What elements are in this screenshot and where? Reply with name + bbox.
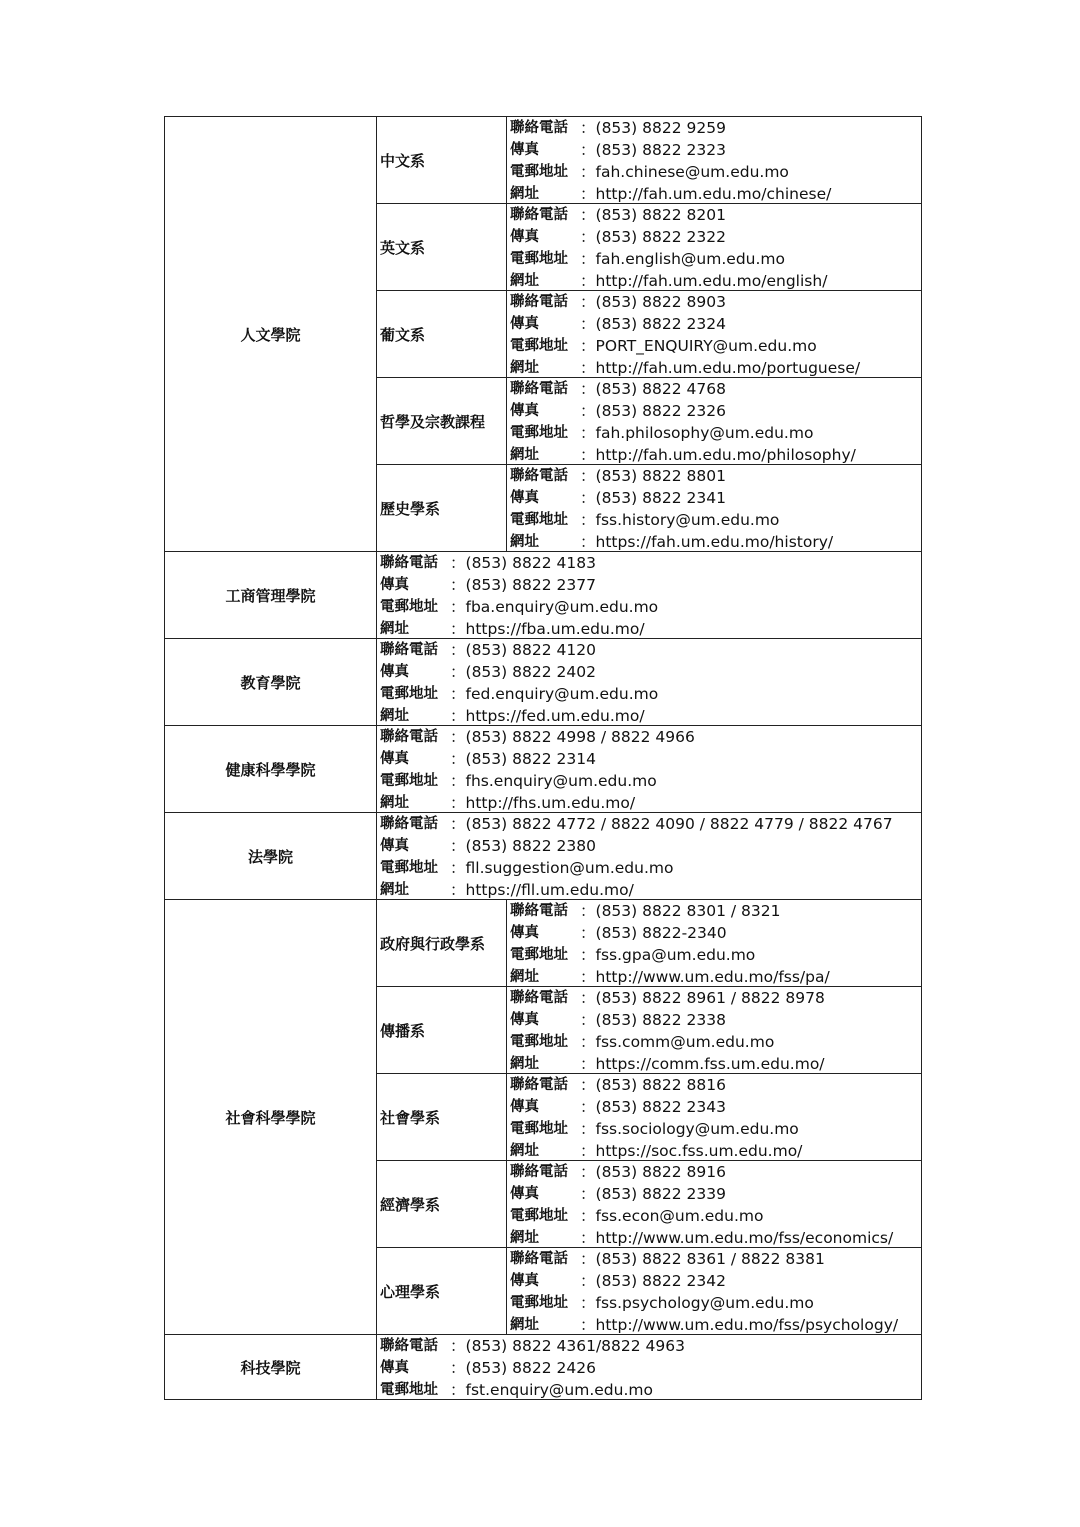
contact-info <box>377 1335 922 1400</box>
separator: ： <box>450 1381 466 1399</box>
contact-line-web <box>510 1140 921 1162</box>
label-web: 網址 <box>510 1143 539 1159</box>
contact-line-fax <box>380 661 921 683</box>
contact-block <box>510 291 921 377</box>
fax-value: (853) 8822 2322 <box>595 228 726 246</box>
web-value[interactable]: http://www.um.edu.mo/fss/economics/ <box>595 1229 894 1247</box>
separator: ： <box>580 119 596 137</box>
label-fax: 傳真 <box>380 1360 409 1376</box>
label-email: 電郵地址 <box>510 251 568 267</box>
contact-info <box>507 900 922 987</box>
phone-value: (853) 8822 4768 <box>595 380 726 398</box>
contact-line-fax <box>510 400 921 422</box>
contact-line-phone <box>510 900 921 922</box>
contact-line-phone <box>380 639 921 661</box>
contact-line-phone <box>510 1161 921 1183</box>
separator: ： <box>580 902 596 920</box>
faculty-name: 科技學院 <box>165 1335 377 1400</box>
contact-info <box>377 726 922 813</box>
label-web: 網址 <box>510 969 539 985</box>
contact-line-fax <box>510 487 921 509</box>
department-name: 政府與行政學系 <box>377 900 507 987</box>
contact-line-email <box>510 1205 921 1227</box>
contact-block <box>510 378 921 464</box>
separator: ： <box>580 380 596 398</box>
web-value[interactable]: https://soc.fss.um.edu.mo/ <box>595 1142 803 1160</box>
department-row <box>165 117 922 204</box>
label-phone: 聯絡電話 <box>510 381 568 397</box>
web-value[interactable]: https://comm.fss.um.edu.mo/ <box>595 1055 825 1073</box>
separator: ： <box>580 1272 596 1290</box>
contact-line-fax <box>380 748 921 770</box>
label-web: 網址 <box>510 186 539 202</box>
faculty-name: 人文學院 <box>165 117 377 552</box>
contact-block <box>510 1074 921 1160</box>
label-email: 電郵地址 <box>510 947 568 963</box>
separator: ： <box>580 141 596 159</box>
separator: ： <box>450 663 466 681</box>
label-web: 網址 <box>510 360 539 376</box>
contact-line-phone <box>380 552 921 574</box>
department-name: 傳播系 <box>377 987 507 1074</box>
contact-line-email <box>510 1118 921 1140</box>
contact-line-fax <box>510 922 921 944</box>
separator: ： <box>580 1120 596 1138</box>
contact-line-web <box>380 618 921 640</box>
label-phone: 聯絡電話 <box>380 642 438 658</box>
separator: ： <box>580 185 596 203</box>
fax-value: (853) 8822 2343 <box>595 1098 726 1116</box>
phone-value: (853) 8822 8961 / 8822 8978 <box>595 989 825 1007</box>
faculty-row <box>165 813 922 900</box>
fax-value: (853) 8822 2377 <box>465 576 596 594</box>
email-value[interactable]: PORT_ENQUIRY@um.edu.mo <box>595 337 817 355</box>
fax-value: (853) 8822-2340 <box>595 924 727 942</box>
label-fax: 傳真 <box>380 577 409 593</box>
contact-info <box>507 987 922 1074</box>
contact-info <box>507 465 922 552</box>
contact-line-phone <box>510 1248 921 1270</box>
label-email: 電郵地址 <box>510 164 568 180</box>
contact-line-fax <box>510 1183 921 1205</box>
email-value[interactable]: fah.english@um.edu.mo <box>595 250 785 268</box>
label-fax: 傳真 <box>510 229 539 245</box>
label-web: 網址 <box>510 1317 539 1333</box>
label-web: 網址 <box>510 534 539 550</box>
separator: ： <box>580 1316 596 1334</box>
contact-info <box>507 1248 922 1335</box>
email-value[interactable]: fst.enquiry@um.edu.mo <box>465 1381 653 1399</box>
separator: ： <box>580 402 596 420</box>
contact-line-fax <box>510 313 921 335</box>
separator: ： <box>580 1185 596 1203</box>
label-email: 電郵地址 <box>510 512 568 528</box>
label-phone: 聯絡電話 <box>510 990 568 1006</box>
label-email: 電郵地址 <box>380 686 438 702</box>
phone-value: (853) 8822 9259 <box>595 119 726 137</box>
label-web: 網址 <box>510 1056 539 1072</box>
faculty-name: 工商管理學院 <box>165 552 377 639</box>
contact-line-email <box>510 1292 921 1314</box>
fax-value: (853) 8822 2324 <box>595 315 726 333</box>
phone-value: (853) 8822 8301 / 8321 <box>595 902 781 920</box>
contact-block <box>510 117 921 203</box>
separator: ： <box>580 359 596 377</box>
separator: ： <box>580 250 596 268</box>
web-value[interactable]: http://fah.um.edu.mo/chinese/ <box>595 185 832 203</box>
label-email: 電郵地址 <box>510 1121 568 1137</box>
label-fax: 傳真 <box>510 1186 539 1202</box>
label-web: 網址 <box>510 273 539 289</box>
department-name: 經濟學系 <box>377 1161 507 1248</box>
web-value[interactable]: http://fhs.um.edu.mo/ <box>465 794 636 812</box>
department-row <box>165 900 922 987</box>
department-name: 葡文系 <box>377 291 507 378</box>
contact-block <box>510 900 921 986</box>
phone-value: (853) 8822 8816 <box>595 1076 726 1094</box>
contact-line-fax <box>380 1357 921 1379</box>
label-phone: 聯絡電話 <box>380 1338 438 1354</box>
contact-block <box>380 813 921 899</box>
separator: ： <box>450 837 466 855</box>
contact-line-fax <box>510 139 921 161</box>
label-fax: 傳真 <box>380 751 409 767</box>
label-phone: 聯絡電話 <box>510 207 568 223</box>
email-value[interactable]: fss.sociology@um.edu.mo <box>595 1120 799 1138</box>
contact-line-phone <box>380 1335 921 1357</box>
contact-block <box>510 465 921 551</box>
contact-line-fax <box>510 226 921 248</box>
faculty-row <box>165 552 922 639</box>
label-phone: 聯絡電話 <box>380 816 438 832</box>
contact-line-web <box>510 270 921 292</box>
phone-value: (853) 8822 8903 <box>595 293 726 311</box>
separator: ： <box>580 206 596 224</box>
label-phone: 聯絡電話 <box>510 120 568 136</box>
separator: ： <box>450 598 466 616</box>
separator: ： <box>450 620 466 638</box>
contact-line-email <box>510 335 921 357</box>
separator: ： <box>450 815 466 833</box>
contact-info <box>377 639 922 726</box>
contact-line-fax <box>510 1096 921 1118</box>
separator: ： <box>580 1207 596 1225</box>
email-value[interactable]: fba.enquiry@um.edu.mo <box>465 598 659 616</box>
separator: ： <box>450 772 466 790</box>
label-phone: 聯絡電話 <box>510 1164 568 1180</box>
fax-value: (853) 8822 2323 <box>595 141 726 159</box>
contact-block <box>510 1161 921 1247</box>
contact-info <box>507 204 922 291</box>
label-fax: 傳真 <box>510 1012 539 1028</box>
contact-line-email <box>510 1031 921 1053</box>
contact-line-web <box>510 357 921 379</box>
contact-block <box>380 726 921 812</box>
separator: ： <box>580 489 596 507</box>
separator: ： <box>580 1250 596 1268</box>
separator: ： <box>580 1076 596 1094</box>
contact-block <box>510 1248 921 1334</box>
separator: ： <box>580 989 596 1007</box>
contact-line-web <box>510 183 921 205</box>
separator: ： <box>580 315 596 333</box>
separator: ： <box>450 1337 466 1355</box>
label-fax: 傳真 <box>510 403 539 419</box>
phone-value: (853) 8822 8916 <box>595 1163 726 1181</box>
faculty-name: 健康科學學院 <box>165 726 377 813</box>
label-phone: 聯絡電話 <box>510 1077 568 1093</box>
department-name: 社會學系 <box>377 1074 507 1161</box>
phone-value: (853) 8822 4998 / 8822 4966 <box>465 728 695 746</box>
email-value[interactable]: fll.suggestion@um.edu.mo <box>465 859 674 877</box>
separator: ： <box>580 511 596 529</box>
contact-block <box>380 552 921 638</box>
contact-line-email <box>380 857 921 879</box>
fax-value: (853) 8822 2338 <box>595 1011 726 1029</box>
contact-line-email <box>380 770 921 792</box>
web-value[interactable]: https://fed.um.edu.mo/ <box>465 707 645 725</box>
separator: ： <box>580 1055 596 1073</box>
contact-line-web <box>380 792 921 814</box>
label-phone: 聯絡電話 <box>380 729 438 745</box>
web-value[interactable]: http://fah.um.edu.mo/portuguese/ <box>595 359 861 377</box>
label-phone: 聯絡電話 <box>510 903 568 919</box>
department-name: 哲學及宗教課程 <box>377 378 507 465</box>
fax-value: (853) 8822 2341 <box>595 489 726 507</box>
contact-line-fax <box>380 574 921 596</box>
label-web: 網址 <box>510 447 539 463</box>
faculty-row <box>165 639 922 726</box>
contact-info <box>377 813 922 900</box>
contact-line-fax <box>380 835 921 857</box>
phone-value: (853) 8822 4183 <box>465 554 596 572</box>
contact-line-fax <box>510 1009 921 1031</box>
contact-line-phone <box>510 378 921 400</box>
contact-line-phone <box>510 1074 921 1096</box>
email-value[interactable]: fhs.enquiry@um.edu.mo <box>465 772 657 790</box>
label-phone: 聯絡電話 <box>510 1251 568 1267</box>
faculty-row <box>165 726 922 813</box>
label-fax: 傳真 <box>510 1099 539 1115</box>
phone-value: (853) 8822 4772 / 8822 4090 / 8822 4779 / 8822 4767 <box>465 815 893 833</box>
contact-line-web <box>510 531 921 553</box>
contact-block <box>380 1335 921 1399</box>
faculty-name: 社會科學學院 <box>165 900 377 1335</box>
contact-line-web <box>380 705 921 727</box>
separator: ： <box>580 293 596 311</box>
email-value[interactable]: fss.econ@um.edu.mo <box>595 1207 764 1225</box>
fax-value: (853) 8822 2426 <box>465 1359 596 1377</box>
contact-info <box>377 552 922 639</box>
fax-value: (853) 8822 2342 <box>595 1272 726 1290</box>
separator: ： <box>580 446 596 464</box>
department-name: 中文系 <box>377 117 507 204</box>
label-fax: 傳真 <box>510 925 539 941</box>
contact-line-email <box>510 944 921 966</box>
label-web: 網址 <box>380 708 409 724</box>
contact-line-email <box>510 248 921 270</box>
separator: ： <box>450 576 466 594</box>
separator: ： <box>580 467 596 485</box>
email-value[interactable]: fss.comm@um.edu.mo <box>595 1033 775 1051</box>
fax-value: (853) 8822 2339 <box>595 1185 726 1203</box>
separator: ： <box>450 750 466 768</box>
fax-value: (853) 8822 2380 <box>465 837 596 855</box>
contact-line-phone <box>510 291 921 313</box>
separator: ： <box>450 685 466 703</box>
faculty-name: 法學院 <box>165 813 377 900</box>
phone-value: (853) 8822 4361/8822 4963 <box>465 1337 685 1355</box>
separator: ： <box>580 337 596 355</box>
contact-line-web <box>380 879 921 901</box>
contact-info <box>507 291 922 378</box>
separator: ： <box>580 1294 596 1312</box>
department-name: 心理學系 <box>377 1248 507 1335</box>
separator: ： <box>580 1229 596 1247</box>
separator: ： <box>580 1163 596 1181</box>
contact-line-email <box>510 509 921 531</box>
label-phone: 聯絡電話 <box>510 294 568 310</box>
label-email: 電郵地址 <box>380 773 438 789</box>
label-email: 電郵地址 <box>510 1208 568 1224</box>
web-value[interactable]: https://fah.um.edu.mo/history/ <box>595 533 834 551</box>
label-phone: 聯絡電話 <box>510 468 568 484</box>
label-web: 網址 <box>380 621 409 637</box>
contact-info <box>507 1074 922 1161</box>
separator: ： <box>450 707 466 725</box>
department-name: 歷史學系 <box>377 465 507 552</box>
label-email: 電郵地址 <box>510 1295 568 1311</box>
label-email: 電郵地址 <box>510 425 568 441</box>
phone-value: (853) 8822 8361 / 8822 8381 <box>595 1250 825 1268</box>
phone-value: (853) 8822 8801 <box>595 467 726 485</box>
web-value[interactable]: https://fba.um.edu.mo/ <box>465 620 645 638</box>
separator: ： <box>580 1098 596 1116</box>
label-email: 電郵地址 <box>380 860 438 876</box>
label-fax: 傳真 <box>510 316 539 332</box>
fax-value: (853) 8822 2326 <box>595 402 726 420</box>
separator: ： <box>580 924 596 942</box>
separator: ： <box>450 1359 466 1377</box>
email-value[interactable]: fah.philosophy@um.edu.mo <box>595 424 814 442</box>
separator: ： <box>580 1142 596 1160</box>
separator: ： <box>450 641 466 659</box>
contact-line-web <box>510 1053 921 1075</box>
separator: ： <box>450 554 466 572</box>
separator: ： <box>580 272 596 290</box>
label-fax: 傳真 <box>380 838 409 854</box>
contact-info <box>507 1161 922 1248</box>
web-value[interactable]: https://fll.um.edu.mo/ <box>465 881 634 899</box>
faculty-row <box>165 1335 922 1400</box>
contact-line-web <box>510 444 921 466</box>
contact-line-web <box>510 966 921 988</box>
web-value[interactable]: http://fah.um.edu.mo/english/ <box>595 272 828 290</box>
contact-block <box>510 987 921 1073</box>
separator: ： <box>580 163 596 181</box>
contact-line-email <box>380 683 921 705</box>
label-email: 電郵地址 <box>380 1382 438 1398</box>
separator: ： <box>580 968 596 986</box>
faculty-contact-table <box>164 116 922 1400</box>
contact-line-phone <box>380 726 921 748</box>
fax-value: (853) 8822 2314 <box>465 750 596 768</box>
contact-line-phone <box>510 465 921 487</box>
email-value[interactable]: fah.chinese@um.edu.mo <box>595 163 789 181</box>
contact-line-email <box>510 422 921 444</box>
label-email: 電郵地址 <box>510 338 568 354</box>
contact-line-phone <box>380 813 921 835</box>
web-value[interactable]: http://www.um.edu.mo/fss/psychology/ <box>595 1316 899 1334</box>
email-value[interactable]: fss.gpa@um.edu.mo <box>595 946 756 964</box>
separator: ： <box>580 1033 596 1051</box>
contact-line-web <box>510 1314 921 1336</box>
separator: ： <box>580 228 596 246</box>
label-email: 電郵地址 <box>380 599 438 615</box>
phone-value: (853) 8822 8201 <box>595 206 726 224</box>
label-email: 電郵地址 <box>510 1034 568 1050</box>
separator: ： <box>450 794 466 812</box>
contact-info <box>507 378 922 465</box>
contact-block <box>380 639 921 725</box>
separator: ： <box>580 424 596 442</box>
web-value[interactable]: http://fah.um.edu.mo/philosophy/ <box>595 446 856 464</box>
contact-line-email <box>380 1379 921 1401</box>
contact-line-web <box>510 1227 921 1249</box>
fax-value: (853) 8822 2402 <box>465 663 596 681</box>
email-value[interactable]: fss.history@um.edu.mo <box>595 511 780 529</box>
email-value[interactable]: fss.psychology@um.edu.mo <box>595 1294 814 1312</box>
label-web: 網址 <box>510 1230 539 1246</box>
label-fax: 傳真 <box>510 490 539 506</box>
label-fax: 傳真 <box>380 664 409 680</box>
contact-line-phone <box>510 117 921 139</box>
department-name: 英文系 <box>377 204 507 291</box>
label-phone: 聯絡電話 <box>380 555 438 571</box>
contact-line-email <box>380 596 921 618</box>
contact-line-fax <box>510 1270 921 1292</box>
separator: ： <box>450 728 466 746</box>
contact-line-email <box>510 161 921 183</box>
contact-info <box>507 117 922 204</box>
contact-line-phone <box>510 204 921 226</box>
separator: ： <box>580 1011 596 1029</box>
label-fax: 傳真 <box>510 142 539 158</box>
separator: ： <box>450 859 466 877</box>
contact-block <box>510 204 921 290</box>
contact-line-phone <box>510 987 921 1009</box>
email-value[interactable]: fed.enquiry@um.edu.mo <box>465 685 659 703</box>
phone-value: (853) 8822 4120 <box>465 641 596 659</box>
separator: ： <box>450 881 466 899</box>
separator: ： <box>580 946 596 964</box>
label-web: 網址 <box>380 882 409 898</box>
label-web: 網址 <box>380 795 409 811</box>
label-fax: 傳真 <box>510 1273 539 1289</box>
separator: ： <box>580 533 596 551</box>
web-value[interactable]: http://www.um.edu.mo/fss/pa/ <box>595 968 830 986</box>
faculty-name: 教育學院 <box>165 639 377 726</box>
